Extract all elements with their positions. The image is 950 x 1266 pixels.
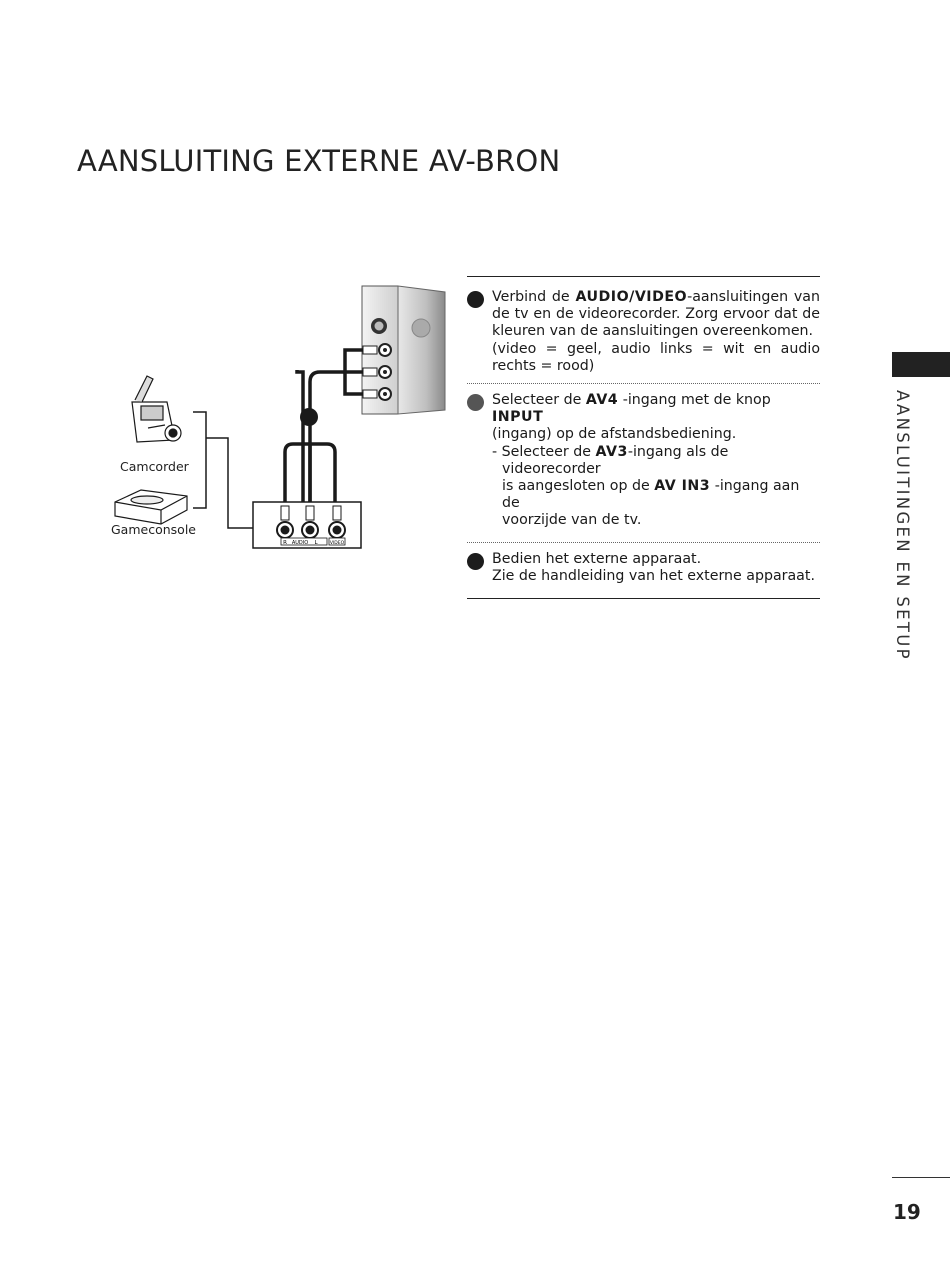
source-device-panel bbox=[253, 502, 361, 548]
step-1-bullet bbox=[467, 291, 484, 308]
step-1-text: Verbind de AUDIO/VIDEO-aansluitingen van de tv en de videorecorder. Zorg ervoor dat de kleuren van de aansluitingen overeenkomen. bbox=[492, 289, 820, 340]
step-3-text: Bedien het externe apparaat. bbox=[492, 550, 702, 567]
s-video-emblem bbox=[412, 319, 430, 337]
camcorder-label: Camcorder bbox=[120, 459, 189, 474]
camcorder-icon bbox=[132, 376, 181, 442]
step-1-note: (video = geel, audio links = wit en audio rechts = rood) bbox=[492, 340, 820, 374]
s-video-jack bbox=[371, 318, 387, 334]
instruction-steps bbox=[467, 276, 820, 599]
gameconsole-label: Gameconsole bbox=[111, 522, 196, 537]
step-2-text: Selecteer de AV4 -ingang met de knop INPUT bbox=[492, 392, 771, 426]
av-cable bbox=[285, 350, 363, 502]
step-1 bbox=[467, 277, 820, 383]
step-2-subnote-line3: voorzijde van de tv. bbox=[502, 512, 642, 529]
tv-video-jack bbox=[379, 344, 391, 356]
step-2-subnote-line2: is aangesloten op de AV IN3 -ingang aan de bbox=[502, 478, 800, 512]
steps-bottom-rule bbox=[467, 598, 820, 599]
jack-label-audio: AUDIO bbox=[291, 540, 309, 546]
source-video-jack bbox=[329, 522, 345, 538]
jack-label-r: R bbox=[283, 540, 287, 546]
step-2-bullet bbox=[467, 394, 484, 411]
page-number: 19 bbox=[893, 1200, 921, 1224]
tv-audio-l-jack bbox=[379, 366, 391, 378]
tv-plugs bbox=[363, 346, 377, 398]
page-title: AANSLUITING EXTERNE AV-BRON bbox=[77, 144, 561, 178]
step-3 bbox=[467, 543, 820, 598]
device-bracket bbox=[193, 412, 253, 528]
gameconsole-icon bbox=[115, 490, 187, 524]
page-number-rule bbox=[892, 1177, 950, 1178]
step-3-bullet bbox=[467, 553, 484, 570]
source-audio-l-jack bbox=[302, 522, 318, 538]
section-side-label: AANSLUITINGEN EN SETUP bbox=[893, 390, 912, 661]
jack-label-l: L bbox=[314, 540, 318, 546]
connection-diagram-svg bbox=[95, 280, 465, 560]
tv-side-panel bbox=[362, 286, 445, 414]
source-audio-r-jack bbox=[277, 522, 293, 538]
step-2-text-cont: (ingang) op de afstandsbediening. bbox=[492, 426, 737, 443]
step-2 bbox=[467, 384, 820, 542]
step1-marker bbox=[300, 408, 318, 426]
step-2-subnote: - Selecteer de AV3-ingang als de videorecorder bbox=[492, 443, 729, 477]
step-3-text-cont: Zie de handleiding van het externe apparaat. bbox=[492, 567, 815, 584]
jack-label-video: VIDEO bbox=[329, 541, 345, 546]
step-1-keyword: AUDIO/VIDEO bbox=[575, 289, 688, 305]
section-tab-marker bbox=[892, 352, 950, 377]
tv-audio-r-jack bbox=[379, 388, 391, 400]
connection-diagram bbox=[95, 280, 465, 560]
